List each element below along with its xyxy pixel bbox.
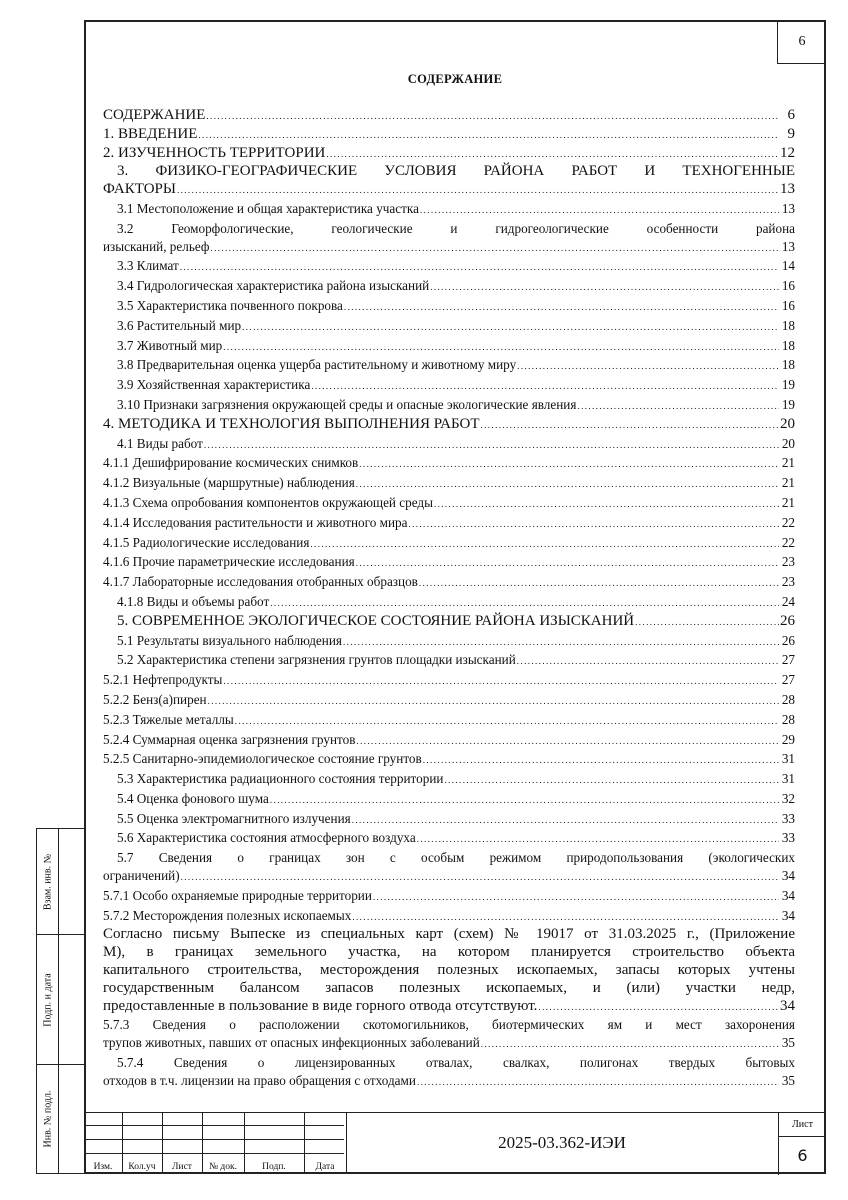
toc-entry[interactable] [103, 770, 795, 790]
toc-page-number: 21 [781, 455, 795, 471]
toc-leader-dots [351, 812, 779, 830]
toc-entry-title: 3.8 Предварительная оценка ущерба растительному и животному миру [117, 357, 517, 373]
toc-page-number: 14 [781, 258, 795, 274]
toc-entry[interactable] [103, 337, 795, 357]
toc-leader-dots [433, 496, 779, 514]
toc-entry-text-line: капитального строительства, месторождения полезных ископаемых, запасы которых учтены [103, 962, 795, 979]
toc-entry[interactable] [103, 277, 795, 297]
toc-leader-dots [516, 653, 779, 671]
toc-leader-dots [479, 417, 779, 435]
side-stamp-strip [36, 828, 84, 1174]
toc-entry-title: ограничений) [103, 868, 180, 884]
toc-entry[interactable] [103, 200, 795, 220]
toc-entry-title-line: 3. ФИЗИКО-ГЕОГРАФИЧЕСКИЕ УСЛОВИЯ РАЙОНА РАБОТ И ТЕХНОГЕННЫЕ [117, 163, 795, 180]
toc-entry[interactable] [103, 257, 795, 277]
toc-entry-title: 5.2 Характеристика степени загрязнения грунтов площадки изысканий [117, 652, 516, 668]
toc-page-number: 34 [780, 997, 795, 1014]
toc-page-number: 16 [781, 278, 795, 294]
toc-leader-dots [480, 1036, 779, 1054]
toc-page-number: 33 [781, 830, 795, 846]
toc-entry[interactable] [103, 671, 795, 691]
side-cell-inventory [37, 1065, 84, 1173]
toc-leader-dots [416, 831, 779, 849]
toc-entry-title: 3.4 Гидрологическая характеристика района изысканий [117, 278, 430, 294]
toc-entry-title: 5.2.5 Санитарно-эпидемиологическое состояние грунтов [103, 751, 422, 767]
toc-entry[interactable] [103, 573, 795, 593]
toc-entry[interactable] [103, 435, 795, 455]
toc-entry-title: 3.3 Климат [117, 258, 179, 274]
toc-entry[interactable] [103, 593, 795, 613]
toc-entry-title: 4.1.7 Лабораторные исследования отобранных образцов [103, 574, 418, 590]
toc-leader-dots [422, 752, 779, 770]
toc-leader-dots [355, 476, 779, 494]
toc-entry-text-line: государственным балансом запасов полезных ископаемых, и (или) участки недр, [103, 979, 795, 996]
toc-leader-dots [207, 693, 779, 711]
toc-page-number: 28 [781, 711, 795, 727]
toc-entry[interactable] [103, 454, 795, 474]
toc-entry[interactable] [103, 145, 795, 164]
toc-entry-title: 5.2.1 Нефтепродукты [103, 672, 223, 688]
toc-entry[interactable] [103, 810, 795, 830]
toc-entry-title: 3.1 Местоположение и общая характеристика участка [117, 200, 419, 216]
toc-page-number: 6 [787, 107, 795, 123]
toc-entry-title: 5.6 Характеристика состояния атмосферного воздуха [117, 830, 416, 846]
toc-leader-dots [179, 259, 779, 277]
toc-entry[interactable] [103, 534, 795, 554]
toc-entry[interactable] [103, 1016, 795, 1054]
toc-entry-title: 4.1.3 Схема опробования компонентов окружающей среды [103, 494, 433, 510]
toc-entry-title: 4.1.4 Исследования растительности и животного мира [103, 514, 408, 530]
toc-page-number: 32 [781, 790, 795, 806]
toc-page-number: 13 [781, 200, 795, 216]
toc-page-number: 18 [781, 337, 795, 353]
toc-entry-title: 5.7.1 Особо охраняемые природные территории [103, 887, 372, 903]
toc-entry-title: ФАКТОРЫ [103, 181, 176, 198]
toc-entry[interactable] [103, 907, 795, 927]
toc-leader-dots [358, 456, 779, 474]
toc-leader-dots [269, 792, 779, 810]
toc-page-number: 13 [781, 238, 795, 254]
toc-leader-dots [355, 733, 779, 751]
header-change: Изм. [93, 1162, 113, 1172]
toc-entry-title-line: 5.7 Сведения о границах зон с особым режимом природопользования (экологических [117, 850, 795, 866]
toc-leader-dots [516, 358, 779, 376]
toc-entry-title: 1. ВВЕДЕНИЕ [103, 125, 198, 142]
toc-entry[interactable] [103, 220, 795, 258]
toc-leader-dots [429, 279, 779, 297]
toc-leader-dots [418, 575, 779, 593]
toc-entry-title: отходов в т.ч. лицензии на право обращения с отходами [103, 1072, 416, 1088]
document-code: 2025-03.362-ИЭИ [498, 1133, 626, 1152]
header-count: Кол.уч [128, 1162, 156, 1172]
toc-leader-dots [203, 437, 779, 455]
toc-page-number: 24 [781, 593, 795, 609]
toc-leader-dots [576, 398, 779, 416]
toc-entry[interactable] [103, 926, 795, 1016]
toc-page-number: 19 [781, 396, 795, 412]
toc-entry-title: 2. ИЗУЧЕННОСТЬ ТЕРРИТОРИИ [103, 144, 326, 161]
header-doc-no: № док. [208, 1162, 237, 1172]
toc-page-number: 33 [781, 810, 795, 826]
toc-entry[interactable] [103, 651, 795, 671]
toc-entry-title: 3.6 Растительный мир [117, 317, 242, 333]
toc-page-number: 26 [780, 612, 795, 629]
side-cell-replacement [37, 829, 84, 935]
toc-entry[interactable] [103, 356, 795, 376]
toc-page-number: 34 [781, 887, 795, 903]
toc-leader-dots [269, 595, 779, 613]
toc-leader-dots [205, 108, 779, 126]
toc-entry-text-line: Согласно письму Выпеске из специальных карт (схем) № 19017 от 31.03.2025 г., (Приложение [103, 926, 795, 943]
toc-entry-title-line: 3.2 Геоморфологические, геологические и гидрогеологические особенности района [117, 220, 795, 236]
toc-leader-dots [180, 869, 779, 887]
toc-entry-title: СОДЕРЖАНИЕ [103, 107, 206, 123]
toc-page-number: 34 [781, 868, 795, 884]
toc-entry-title: 3.7 Животный мир [117, 337, 223, 353]
toc-page-number: 29 [781, 731, 795, 747]
toc-page-number: 28 [781, 691, 795, 707]
toc-entry[interactable] [103, 297, 795, 317]
toc-entry-title: 4.1.2 Визуальные (маршрутные) наблюдения [103, 475, 355, 491]
toc-page-number: 12 [780, 144, 795, 161]
toc-page-number: 19 [781, 377, 795, 393]
toc-leader-dots [351, 909, 779, 927]
toc-entry[interactable] [103, 317, 795, 337]
toc-leader-dots [343, 299, 779, 317]
toc-entry[interactable] [103, 514, 795, 534]
toc-page-number: 26 [781, 632, 795, 648]
toc-page-number: 18 [781, 317, 795, 333]
toc-entry-title: 3.5 Характеристика почвенного покрова [117, 297, 343, 313]
toc-entry-title: 5.5 Оценка электромагнитного излучения [117, 810, 351, 826]
toc-entry[interactable] [103, 107, 795, 126]
toc-entry-title: 3.9 Хозяйственная характеристика [117, 377, 311, 393]
toc-entry-text-line: М), в границах земельного участка, на котором планируется строительство объекта [103, 944, 795, 961]
toc-page-number: 31 [781, 751, 795, 767]
toc-leader-dots [419, 202, 779, 220]
toc-entry[interactable] [103, 126, 795, 145]
toc-entry-title: 5.3 Характеристика радиационного состояния территории [117, 771, 444, 787]
toc-entry[interactable] [103, 1054, 795, 1092]
sheet-number: 6 [778, 1137, 826, 1175]
toc-page-number: 21 [781, 494, 795, 510]
toc-page-number: 27 [781, 672, 795, 688]
side-label-inventory: Инв. № подл. [42, 1090, 53, 1148]
toc-leader-dots [241, 319, 779, 337]
toc-leader-dots [416, 1074, 779, 1092]
header-date: Дата [315, 1162, 335, 1172]
toc-entry-title: 4.1.6 Прочие параметрические исследования [103, 554, 355, 570]
toc-page-number: 23 [781, 574, 795, 590]
table-of-contents [103, 107, 795, 1092]
toc-entry-title: 4.1.5 Радиологические исследования [103, 534, 310, 550]
toc-entry[interactable] [103, 711, 795, 731]
toc-entry-title: 5.2.2 Бенз(а)пирен [103, 691, 207, 707]
toc-entry[interactable] [103, 750, 795, 770]
toc-entry-title: 5.2.3 Тяжелые металлы [103, 711, 234, 727]
toc-page-number: 13 [780, 181, 795, 198]
side-label-replacement: Взам. инв. № [42, 853, 53, 910]
toc-entry-title: 5. СОВРЕМЕННОЕ ЭКОЛОГИЧЕСКОЕ СОСТОЯНИЕ РАЙОНА ИЗЫСКАНИЙ [117, 612, 635, 629]
toc-entry-title: 4.1.8 Виды и объемы работ [117, 593, 270, 609]
toc-leader-dots [222, 673, 779, 691]
toc-leader-dots [407, 516, 779, 534]
toc-page-number: 31 [781, 771, 795, 787]
toc-entry-title: 4.1 Виды работ [117, 435, 203, 451]
toc-entry-title-line: 5.7.3 Сведения о расположении скотомогильников, биотермических ям и мест захоронения [103, 1017, 795, 1033]
toc-page-number: 35 [781, 1072, 795, 1088]
toc-page-number: 20 [781, 435, 795, 451]
header-sign: Подп. [262, 1162, 286, 1172]
toc-leader-dots [355, 555, 779, 573]
toc-entry-title: 5.4 Оценка фонового шума [117, 790, 269, 806]
toc-page-number: 18 [781, 357, 795, 373]
toc-entry-title: 3.10 Признаки загрязнения окружающей среды и опасные экологические явления [117, 396, 577, 412]
side-label-signature: Подп. и дата [42, 972, 53, 1027]
toc-leader-dots [325, 146, 779, 164]
toc-page-number: 27 [781, 652, 795, 668]
toc-entry[interactable] [103, 416, 795, 435]
toc-leader-dots [537, 999, 779, 1017]
toc-entry[interactable] [103, 553, 795, 573]
toc-entry-title: 5.2.4 Суммарная оценка загрязнения грунтов [103, 731, 356, 747]
toc-entry-title: 4. МЕТОДИКА И ТЕХНОЛОГИЯ ВЫПОЛНЕНИЯ РАБОТ [103, 415, 480, 432]
toc-page-number: 35 [781, 1035, 795, 1051]
toc-page-number: 21 [781, 475, 795, 491]
page-title: СОДЕРЖАНИЕ [407, 72, 503, 86]
toc-leader-dots [310, 378, 779, 396]
toc-entry[interactable] [103, 396, 795, 416]
toc-entry[interactable] [103, 632, 795, 652]
toc-entry[interactable] [103, 731, 795, 751]
toc-leader-dots [634, 614, 779, 632]
page-number-top: 6 [777, 20, 826, 64]
toc-leader-dots [443, 772, 779, 790]
toc-page-number: 20 [780, 415, 795, 432]
toc-leader-dots [209, 240, 779, 258]
toc-entry-title: 5.7.2 Месторождения полезных ископаемых [103, 907, 352, 923]
toc-entry-title: трупов животных, павших от опасных инфекционных заболеваний [103, 1035, 480, 1051]
toc-entry[interactable] [103, 790, 795, 810]
toc-entry-title: изысканий, рельеф [103, 238, 210, 254]
side-cell-signature [37, 935, 84, 1065]
toc-entry[interactable] [103, 849, 795, 887]
toc-entry[interactable] [103, 376, 795, 396]
toc-leader-dots [222, 339, 779, 357]
toc-page-number: 23 [781, 554, 795, 570]
toc-page-number: 22 [781, 534, 795, 550]
toc-entry-title: 4.1.1 Дешифрирование космических снимков [103, 455, 359, 471]
toc-page-number: 9 [787, 125, 795, 142]
toc-entry[interactable] [103, 691, 795, 711]
toc-page-number: 16 [781, 297, 795, 313]
toc-page-number: 22 [781, 514, 795, 530]
toc-page-number: 34 [781, 907, 795, 923]
toc-leader-dots [372, 889, 779, 907]
header-sheet: Лист [172, 1162, 192, 1172]
toc-entry[interactable] [103, 163, 795, 200]
toc-leader-dots [176, 182, 779, 200]
toc-entry-title: 5.1 Результаты визуального наблюдения [117, 632, 342, 648]
toc-entry-title: предоставленные в пользование в виде горного отвода отсутствуют. [103, 997, 538, 1014]
sheet-label: Лист [778, 1113, 826, 1137]
toc-entry[interactable] [103, 613, 795, 632]
toc-entry[interactable] [103, 474, 795, 494]
toc-leader-dots [342, 634, 779, 652]
toc-leader-dots [197, 127, 779, 145]
toc-entry[interactable] [103, 829, 795, 849]
toc-leader-dots [234, 713, 779, 731]
toc-entry[interactable] [103, 494, 795, 514]
toc-entry[interactable] [103, 887, 795, 907]
toc-leader-dots [309, 536, 779, 554]
title-block [84, 1112, 826, 1174]
toc-entry-title-line: 5.7.4 Сведения о лицензированных отвалах, свалках, полигонах твердых бытовых [117, 1055, 795, 1071]
